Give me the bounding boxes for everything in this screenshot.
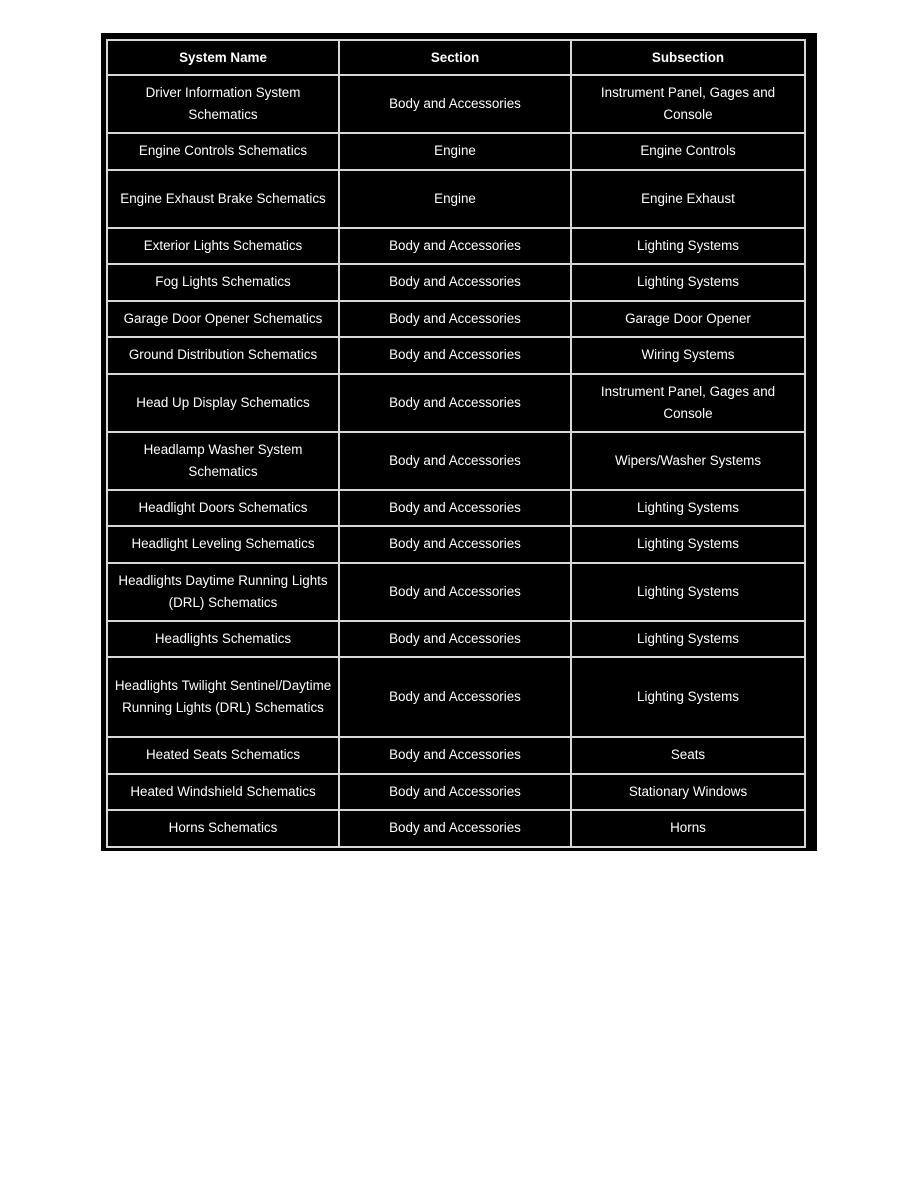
cell-system-name: Driver Information System Schematics xyxy=(107,75,339,133)
table-row xyxy=(107,264,805,301)
cell-section: Body and Accessories xyxy=(339,432,571,490)
table-row xyxy=(107,657,805,737)
table-row xyxy=(107,374,805,432)
table-header-row xyxy=(107,40,805,75)
cell-system-name: Heated Windshield Schematics xyxy=(107,774,339,811)
cell-subsection: Lighting Systems xyxy=(571,621,805,658)
cell-system-name: Headlights Twilight Sentinel/Daytime Running Lights (DRL) Schematics xyxy=(107,657,339,737)
cell-section: Body and Accessories xyxy=(339,563,571,621)
table-row xyxy=(107,133,805,170)
cell-subsection: Engine Controls xyxy=(571,133,805,170)
cell-system-name: Engine Controls Schematics xyxy=(107,133,339,170)
cell-subsection: Lighting Systems xyxy=(571,657,805,737)
cell-system-name: Ground Distribution Schematics xyxy=(107,337,339,374)
cell-system-name: Headlamp Washer System Schematics xyxy=(107,432,339,490)
cell-subsection: Wiring Systems xyxy=(571,337,805,374)
table-row xyxy=(107,563,805,621)
table-row xyxy=(107,170,805,228)
cell-system-name: Headlight Doors Schematics xyxy=(107,490,339,527)
header-system-name: System Name xyxy=(107,40,339,75)
cell-system-name: Engine Exhaust Brake Schematics xyxy=(107,170,339,228)
cell-section: Body and Accessories xyxy=(339,228,571,265)
cell-system-name: Fog Lights Schematics xyxy=(107,264,339,301)
cell-subsection: Instrument Panel, Gages and Console xyxy=(571,75,805,133)
cell-subsection: Garage Door Opener xyxy=(571,301,805,338)
cell-subsection: Horns xyxy=(571,810,805,847)
header-subsection: Subsection xyxy=(571,40,805,75)
header-section: Section xyxy=(339,40,571,75)
cell-subsection: Instrument Panel, Gages and Console xyxy=(571,374,805,432)
cell-subsection: Lighting Systems xyxy=(571,228,805,265)
cell-system-name: Headlight Leveling Schematics xyxy=(107,526,339,563)
cell-section: Body and Accessories xyxy=(339,75,571,133)
cell-subsection: Lighting Systems xyxy=(571,490,805,527)
cell-section: Engine xyxy=(339,133,571,170)
cell-system-name: Garage Door Opener Schematics xyxy=(107,301,339,338)
cell-section: Body and Accessories xyxy=(339,774,571,811)
cell-section: Body and Accessories xyxy=(339,337,571,374)
cell-section: Body and Accessories xyxy=(339,737,571,774)
cell-section: Body and Accessories xyxy=(339,810,571,847)
cell-section: Body and Accessories xyxy=(339,621,571,658)
cell-section: Body and Accessories xyxy=(339,490,571,527)
table-row xyxy=(107,526,805,563)
cell-section: Body and Accessories xyxy=(339,526,571,563)
table-row xyxy=(107,810,805,847)
cell-system-name: Headlights Daytime Running Lights (DRL) Schematics xyxy=(107,563,339,621)
table-row xyxy=(107,228,805,265)
cell-section: Engine xyxy=(339,170,571,228)
cell-section: Body and Accessories xyxy=(339,264,571,301)
table-row xyxy=(107,490,805,527)
cell-subsection: Lighting Systems xyxy=(571,563,805,621)
cell-system-name: Headlights Schematics xyxy=(107,621,339,658)
cell-system-name: Horns Schematics xyxy=(107,810,339,847)
cell-subsection: Stationary Windows xyxy=(571,774,805,811)
cell-section: Body and Accessories xyxy=(339,657,571,737)
cell-subsection: Lighting Systems xyxy=(571,526,805,563)
table-row xyxy=(107,337,805,374)
schematics-table xyxy=(106,39,806,848)
schematics-table-frame xyxy=(101,33,817,851)
cell-section: Body and Accessories xyxy=(339,301,571,338)
table-row xyxy=(107,301,805,338)
table-row xyxy=(107,774,805,811)
table-row xyxy=(107,75,805,133)
cell-subsection: Engine Exhaust xyxy=(571,170,805,228)
cell-system-name: Head Up Display Schematics xyxy=(107,374,339,432)
table-row xyxy=(107,621,805,658)
cell-system-name: Exterior Lights Schematics xyxy=(107,228,339,265)
cell-subsection: Lighting Systems xyxy=(571,264,805,301)
cell-system-name: Heated Seats Schematics xyxy=(107,737,339,774)
cell-subsection: Wipers/Washer Systems xyxy=(571,432,805,490)
table-row xyxy=(107,432,805,490)
cell-subsection: Seats xyxy=(571,737,805,774)
cell-section: Body and Accessories xyxy=(339,374,571,432)
table-row xyxy=(107,737,805,774)
